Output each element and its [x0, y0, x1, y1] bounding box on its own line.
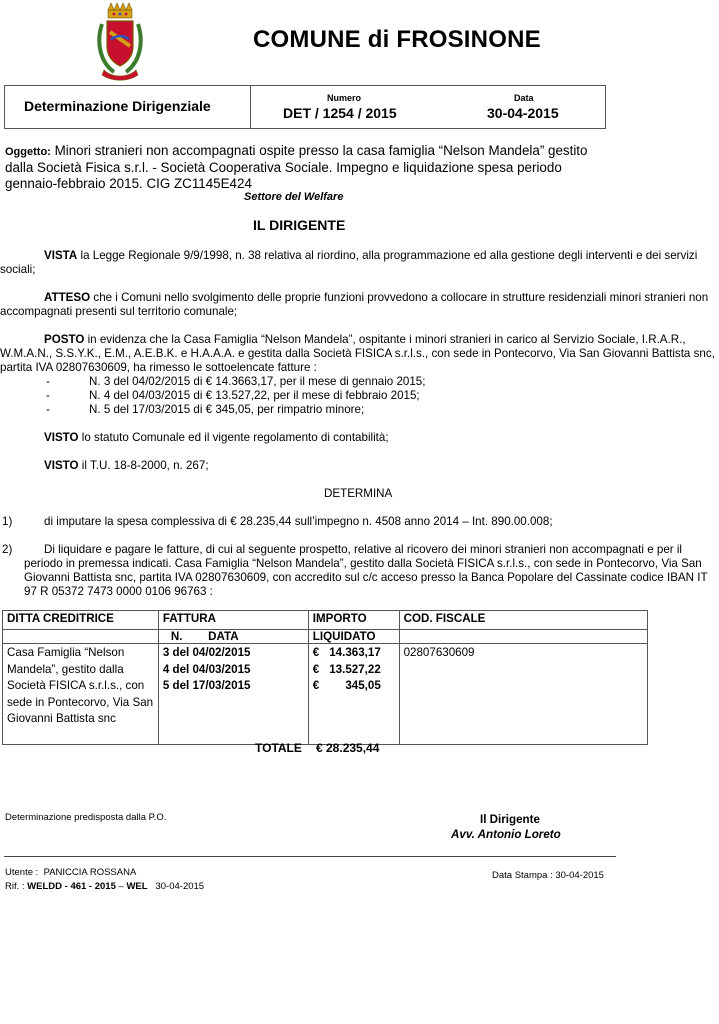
data-label: Data: [514, 93, 534, 103]
table-subheader-row: [3, 630, 648, 644]
subheader-n-data: N. DATA: [158, 630, 308, 644]
paragraph-visto-statuto: VISTO lo statuto Comunale ed il vigente regolamento di contabilità;: [44, 431, 389, 444]
table-header-row: [3, 611, 648, 630]
subheader-empty: [3, 630, 159, 644]
cell-fatture: [158, 644, 308, 745]
rif-line: Rif. : WELDD - 461 - 2015 – WEL 30-04-2015: [5, 881, 205, 892]
cell-ditta: Casa Famiglia “Nelson Mandela”, gestito dalla Società FISICA s.r.l.s., con sede in Pontecorvo, Via San Giovanni Battista snc: [3, 644, 159, 745]
col-header-importo: IMPORTO: [308, 611, 399, 630]
page-title: COMUNE di FROSINONE: [253, 26, 541, 53]
atteso-text: che i Comuni nello svolgimento delle proprie funzioni provvedono a collocare in strutture residenziali minori stranieri non accompagnati presenti sul territorio comunale;: [0, 291, 709, 318]
vista-text: la Legge Regionale 9/9/1998, n. 38 relativa al riordino, alla programmazione ed alla gestione degli interventi e dei servizi sociali;: [0, 249, 698, 276]
signature-name: Avv. Antonio Loreto: [451, 828, 561, 841]
oggetto-label: Oggetto:: [5, 146, 51, 158]
posto-text: in evidenza che la Casa Famiglia “Nelson Mandela”, ospitante i minori stranieri in carico al Servizio Sociale, I.R.A.R., W.M.A.N., S.S.Y.K., E.M., A.E.B.K. e H.A.A.A. e gestita dalla Società FISICA s.r.l.s., con sede in Pontecorvo, Via San Giovanni Battista snc, partita IVA 02807630609, ha rimesso le sottoelencate fatture :: [0, 333, 715, 374]
paragraph-visto-tu: VISTO il T.U. 18-8-2000, n. 267;: [44, 459, 209, 472]
settore-label: Settore del Welfare: [244, 191, 344, 203]
importo-line: € 345,05: [312, 679, 381, 692]
col-header-fattura: FATTURA: [158, 611, 308, 630]
paragraph-vista: [0, 249, 717, 277]
atteso-lead: ATTESO: [44, 291, 91, 304]
importo-line: € 13.527,22: [312, 662, 381, 676]
city-crest-logo: [96, 2, 144, 82]
determina-heading: DETERMINA: [324, 487, 393, 500]
totale-value: € 28.235,44: [316, 741, 380, 755]
data-stampa: Data Stampa : 30-04-2015: [492, 870, 604, 881]
list-item: - N. 5 del 17/03/2015 di € 345,05, per rimpatrio minore;: [46, 403, 365, 416]
signature-title: Il Dirigente: [480, 813, 540, 826]
fattura-line: 5 del 17/03/2015: [162, 679, 251, 692]
numero-value: DET / 1254 / 2015: [283, 105, 397, 121]
predisposta-note: Determinazione predisposta dalla P.O.: [5, 812, 167, 823]
data-value: 30-04-2015: [487, 105, 559, 121]
table-row: [3, 644, 648, 745]
fattura-line: 4 del 04/03/2015: [162, 662, 251, 676]
totale-label: TOTALE: [255, 741, 302, 755]
footer-divider: [4, 856, 616, 857]
determina-item-2: Di liquidare e pagare le fatture, di cui al seguente prospetto, relative al ricovero dei minori stranieri non accompagnati e per il periodo in premessa indicati. Casa Famiglia “Nelson Mandela”, gestito dalla Società FISICA s.r.l.s., con sede in Pontecorvo, Via San Giovanni Battista snc, partita IVA 02807630609, con accredito sul c/c acceso presso la Banca Popolare del Cassinate codice IBAN IT 97 R 05372 7473 0000 0106 96763 :: [24, 543, 708, 598]
numero-label: Numero: [327, 93, 362, 103]
col-header-cod-fiscale: COD. FISCALE: [399, 611, 647, 630]
cell-cod-fiscale: 02807630609: [399, 644, 647, 745]
list-item: - N. 3 del 04/02/2015 di € 14.3663,17, per il mese di gennaio 2015;: [46, 375, 426, 388]
fattura-line: 3 del 04/02/2015: [162, 646, 251, 659]
cell-importi: [308, 644, 399, 745]
oggetto-text: Minori stranieri non accompagnati ospite presso la casa famiglia “Nelson Mandela” gestito dalla Società Fisica s.r.l. - Società Cooperativa Sociale. Impegno e liquidazione spesa periodo gennaio-febbraio 2015. CIG ZC1145E424: [5, 143, 588, 191]
paragraph-posto: [0, 333, 717, 375]
col-header-ditta: DITTA CREDITRICE: [3, 611, 159, 630]
vista-lead: VISTA: [44, 249, 78, 262]
oggetto-block: [5, 143, 595, 192]
item-number: 1): [2, 515, 13, 528]
section-heading: IL DIRIGENTE: [253, 217, 346, 233]
document-type: Determinazione Dirigenziale: [24, 98, 211, 114]
importo-line: € 14.363,17: [312, 646, 381, 659]
paragraph-atteso: [0, 291, 717, 319]
subheader-liquidato: LIQUIDATO: [308, 630, 399, 644]
utente-line: Utente : PANICCIA ROSSANA: [5, 867, 137, 878]
posto-lead: POSTO: [44, 333, 85, 346]
subheader-empty: [399, 630, 647, 644]
header-divider: [250, 86, 251, 128]
list-item: - N. 4 del 04/03/2015 di € 13.527,22, per il mese di febbraio 2015;: [46, 389, 420, 402]
fatture-table: [2, 610, 648, 745]
item-number: 2): [2, 543, 13, 556]
determina-item-1: di imputare la spesa complessiva di € 28.235,44 sull’impegno n. 4508 anno 2014 – Int. 890.00.008;: [44, 515, 553, 528]
